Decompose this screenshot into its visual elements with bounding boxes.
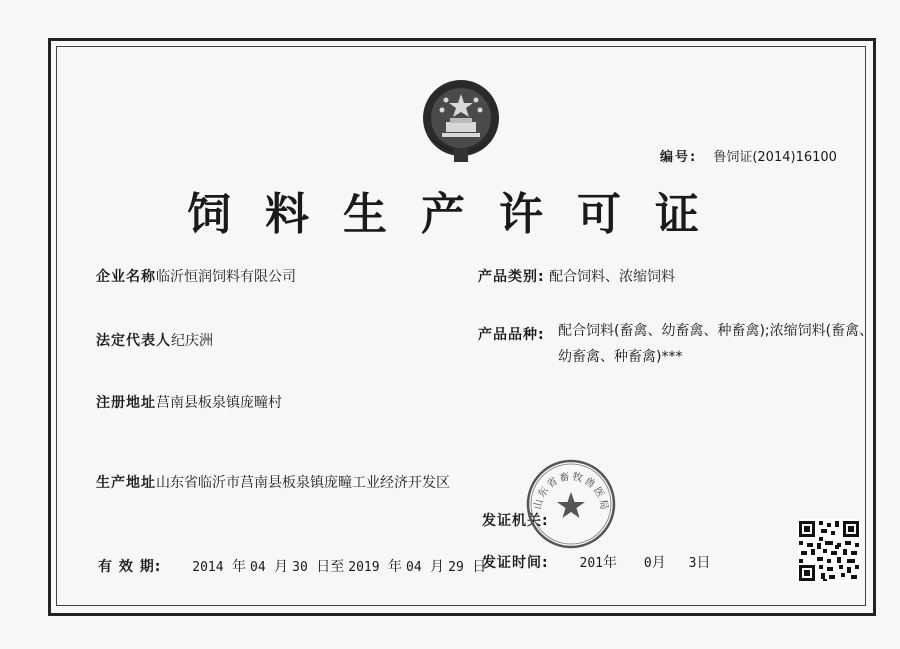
legal-rep-row	[96, 330, 213, 350]
reg-address-label: 注册地址	[96, 395, 156, 411]
issue-day: 3	[688, 556, 697, 571]
validity-from-month: 04	[250, 560, 266, 575]
issue-day-unit: 日	[696, 555, 711, 571]
variety-label-row	[478, 324, 545, 344]
validity-from-day: 30	[292, 560, 308, 575]
official-seal-icon	[525, 458, 617, 550]
issue-year: 201	[579, 556, 603, 571]
company-label: 企业名称	[96, 269, 156, 285]
issue-time-row	[482, 552, 710, 572]
seal-text: 山东省畜牧兽医局	[532, 471, 610, 513]
validity-to-year-unit: 年	[388, 559, 403, 575]
reg-address-row	[96, 392, 282, 412]
issue-year-unit: 年	[603, 555, 617, 571]
validity-year-unit: 年	[232, 559, 247, 575]
serial-label: 编号:	[660, 150, 698, 165]
validity-to-day: 29	[448, 560, 464, 575]
variety-value	[558, 318, 878, 370]
issue-month: 0	[643, 556, 652, 571]
category-row	[478, 266, 675, 286]
serial-number	[660, 146, 837, 165]
prod-address-value: 山东省临沂市莒南县板泉镇庞疃工业经济开发区	[156, 475, 450, 491]
validity-day-unit: 日至	[316, 559, 345, 575]
validity-from-year: 2014	[192, 560, 224, 575]
variety-line-2: 幼畜禽、种畜禽)***	[558, 349, 683, 365]
validity-to-month-unit: 月	[430, 559, 445, 575]
issue-time-label: 发证时间:	[482, 555, 549, 571]
company-value: 临沂恒润饲料有限公司	[156, 269, 296, 285]
issue-month-unit: 月	[651, 555, 666, 571]
legal-rep-label: 法定代表人	[96, 333, 171, 349]
category-value: 配合饲料、浓缩饲料	[549, 269, 676, 285]
variety-line-1: 配合饲料(畜禽、幼畜禽、种畜禽);浓缩饲料(畜禽、	[558, 323, 874, 339]
validity-month-unit: 月	[274, 559, 289, 575]
validity-row	[98, 556, 490, 576]
reg-address-value: 莒南县板泉镇庞疃村	[156, 395, 282, 411]
page-title: 饲料生产许可证	[187, 189, 733, 240]
legal-rep-value: 纪庆洲	[171, 333, 213, 349]
validity-label: 有 效 期:	[98, 559, 162, 575]
category-label: 产品类别:	[478, 269, 545, 285]
variety-label: 产品品种:	[478, 327, 545, 343]
validity-to-day-unit: 日	[472, 559, 487, 575]
validity-to-month: 04	[406, 560, 422, 575]
company-row	[96, 266, 296, 286]
prod-address-label: 生产地址	[96, 475, 156, 491]
qr-code-icon	[797, 519, 861, 583]
national-emblem-icon	[418, 78, 504, 168]
issuer-label: 发证机关:	[482, 513, 549, 529]
prod-address-row	[96, 472, 450, 492]
validity-to-year: 2019	[348, 560, 380, 575]
serial-value: 鲁饲证(2014)16100	[713, 150, 837, 165]
